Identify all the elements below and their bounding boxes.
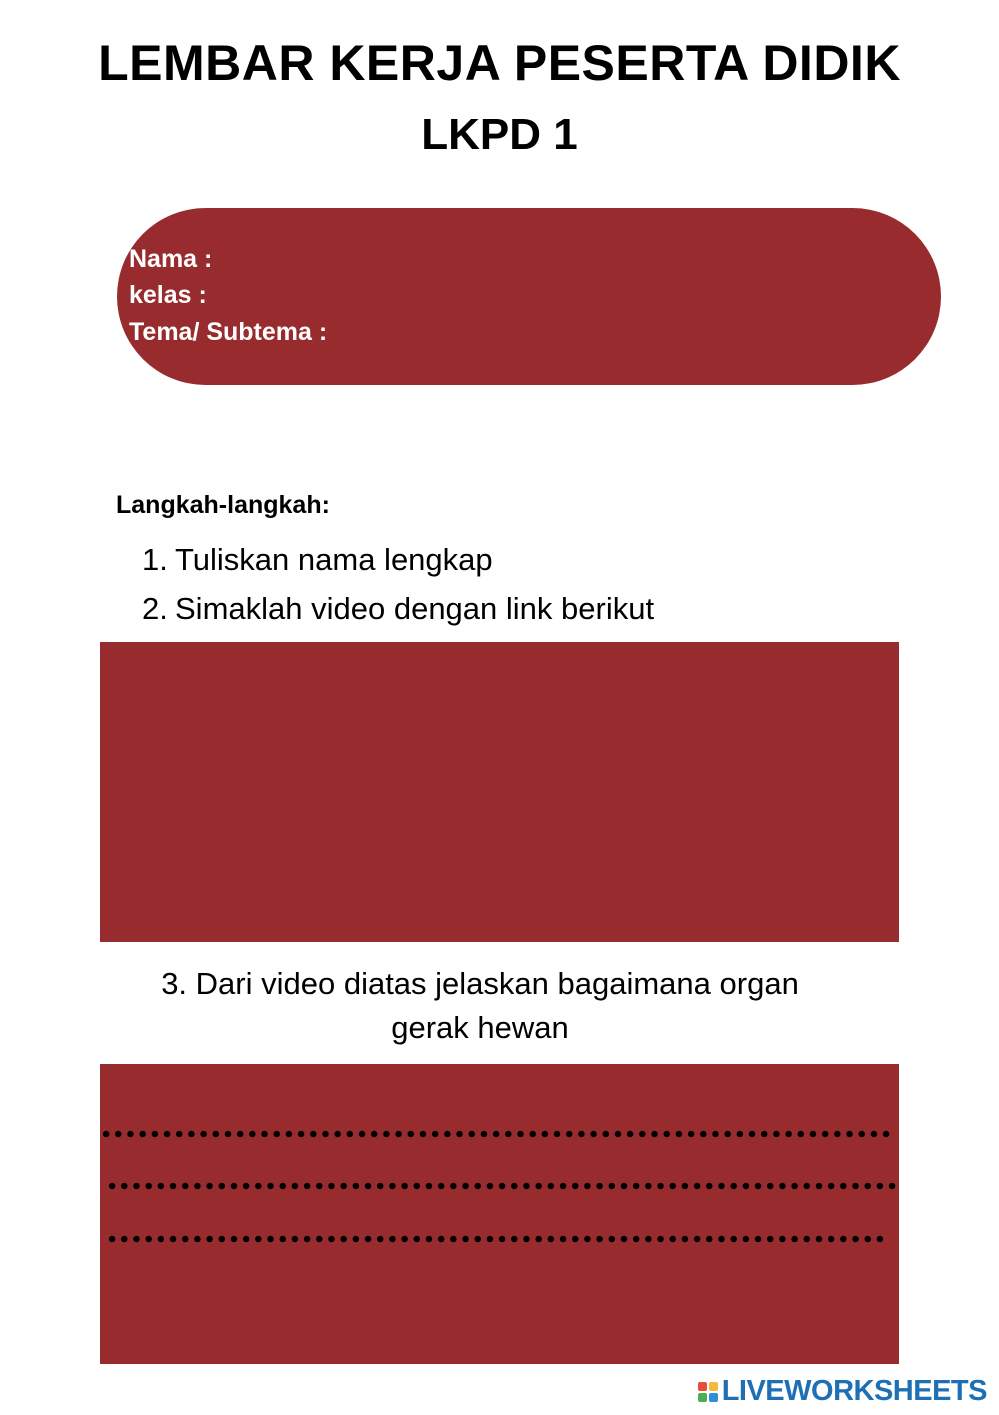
- answer-dotted-line: [106, 1181, 898, 1191]
- answer-dotted-line: [106, 1234, 884, 1244]
- student-info-panel: [117, 208, 941, 385]
- kelas-label: kelas :: [129, 281, 207, 309]
- step-number: 1.: [142, 542, 168, 577]
- liveworksheets-watermark: [698, 1375, 987, 1408]
- step-text: Simaklah video dengan link berikut: [175, 591, 655, 626]
- step-text: Tuliskan nama lengkap: [175, 542, 493, 577]
- answer-dotted-line: [100, 1129, 890, 1139]
- page-subtitle: LKPD 1: [421, 110, 578, 159]
- nama-label: Nama :: [129, 245, 213, 273]
- step-item-2: [142, 591, 654, 627]
- step-item-3: 3. Dari video diatas jelaskan bagaimana organ gerak hewan: [161, 966, 799, 1045]
- step-item-1: [142, 542, 493, 578]
- steps-heading: Langkah-langkah:: [116, 491, 330, 519]
- video-link-box[interactable]: [100, 642, 899, 942]
- page-title: LEMBAR KERJA PESERTA DIDIK: [98, 35, 901, 91]
- step-number: 2.: [142, 591, 168, 626]
- liveworksheets-logo-icon: [698, 1382, 718, 1402]
- answer-box[interactable]: [100, 1064, 899, 1364]
- watermark-text: LIVEWORKSHEETS: [721, 1375, 987, 1407]
- tema-subtema-label: Tema/ Subtema :: [129, 318, 328, 346]
